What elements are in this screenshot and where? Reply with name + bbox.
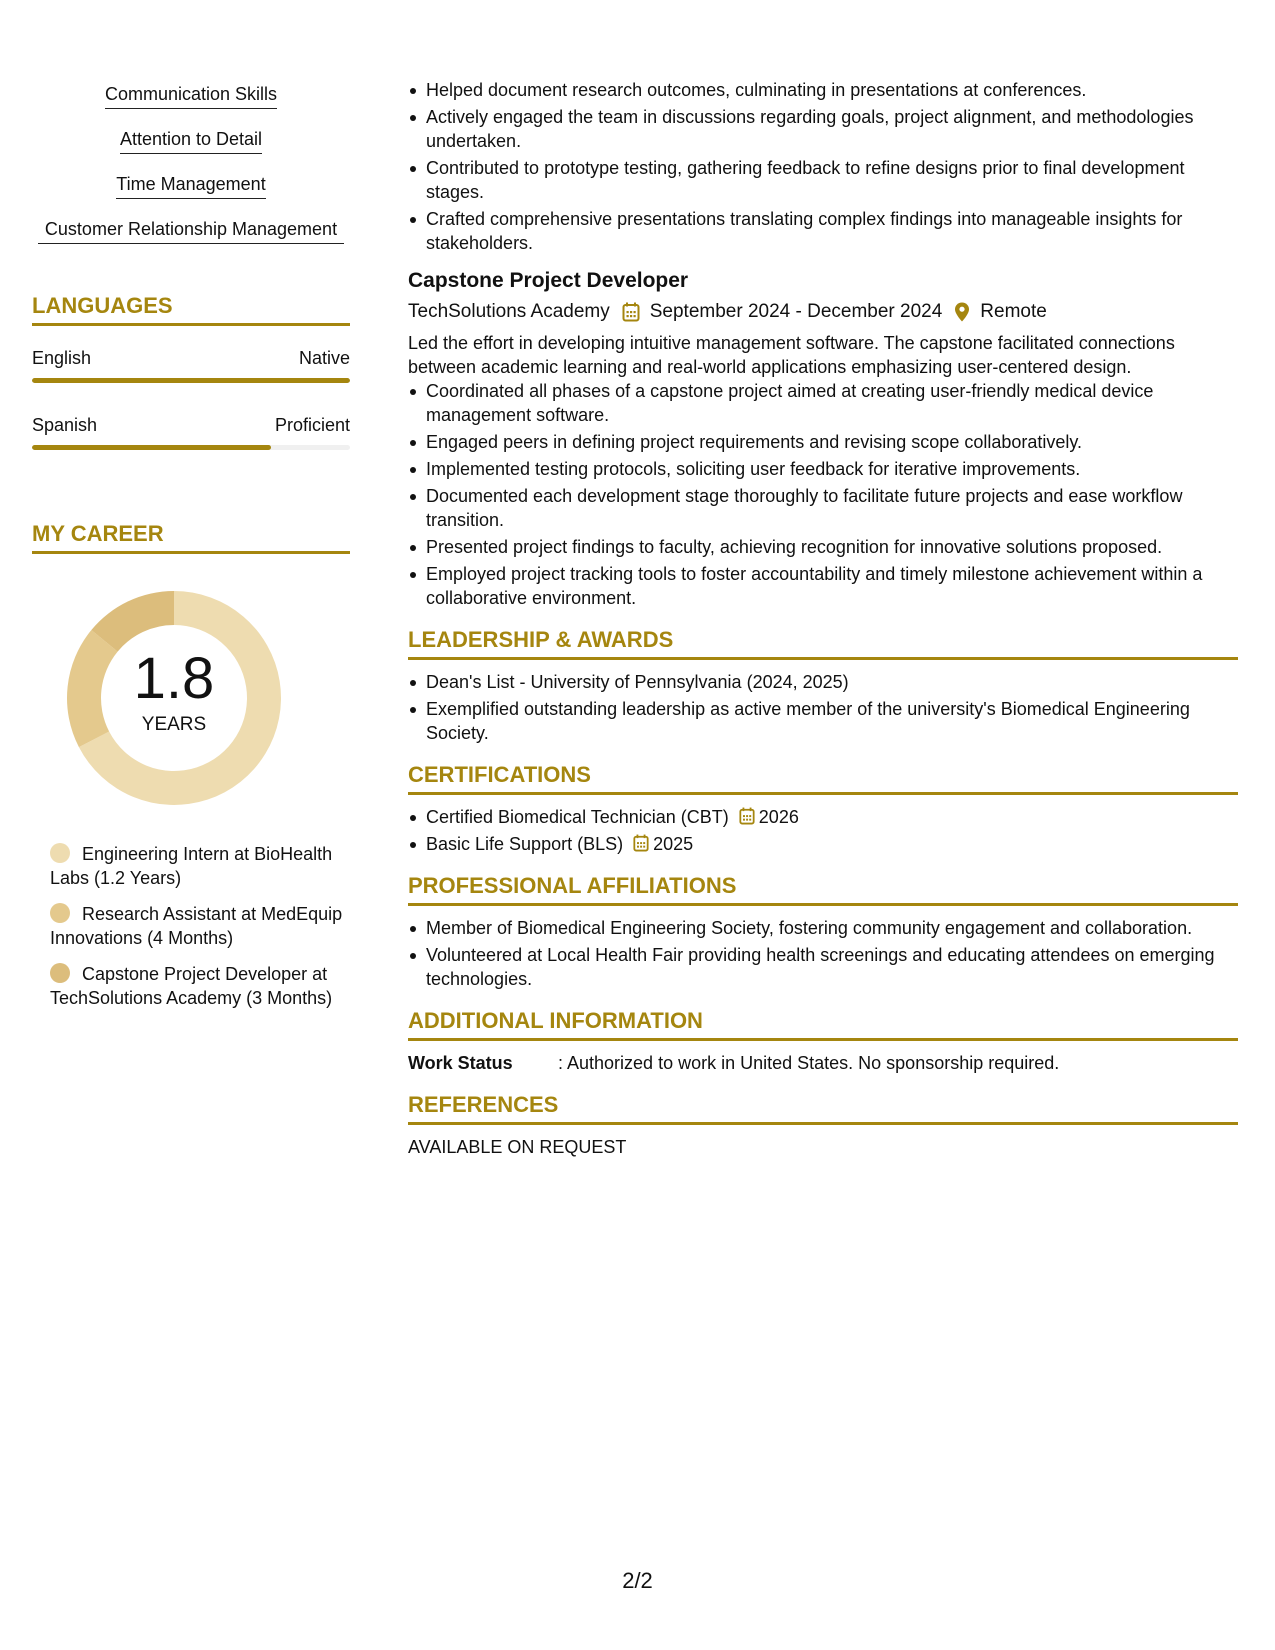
skills-list	[32, 82, 350, 244]
bullet-item: Presented project findings to faculty, achieving recognition for innovative solutions proposed.	[408, 535, 1238, 559]
languages-heading: LANGUAGES	[32, 292, 350, 326]
language-name: English	[32, 348, 92, 368]
job-title: Capstone Project Developer	[408, 269, 689, 292]
affiliations-section	[408, 872, 1238, 991]
language-bar-fill	[32, 378, 350, 383]
career-total: 1.8	[133, 646, 215, 711]
info-label: Work Status	[408, 1053, 513, 1073]
language-bar	[32, 378, 350, 383]
references-section	[408, 1091, 1238, 1159]
legend-dot	[50, 963, 70, 983]
skill-item: Attention to Detail	[32, 127, 350, 154]
leadership-heading: LEADERSHIP & AWARDS	[408, 626, 1238, 660]
bullet-item: Exemplified outstanding leadership as active member of the university's Biomedical Engineering Society.	[408, 697, 1238, 745]
language-bar	[32, 445, 350, 450]
references-text: AVAILABLE ON REQUEST	[408, 1137, 627, 1157]
career-legend	[32, 842, 350, 1010]
certification-item: Basic Life Support (BLS) 2025	[408, 832, 1238, 856]
legend-dot	[50, 903, 70, 923]
legend-item: Engineering Intern at BioHealth Labs (1.2 Years)	[50, 844, 333, 888]
bullet-item: Engaged peers in defining project requirements and revising scope collaboratively.	[408, 430, 1238, 454]
legend-item: Capstone Project Developer at TechSolutions Academy (3 Months)	[50, 964, 333, 1008]
leadership-section	[408, 626, 1238, 745]
job-dates: September 2024 - December 2024	[649, 301, 943, 322]
bullet-item: Helped document research outcomes, culminating in presentations at conferences.	[408, 78, 1238, 102]
bullet-item: Implemented testing protocols, soliciting user feedback for iterative improvements.	[408, 457, 1238, 481]
certification-item: Certified Biomedical Technician (CBT) 2026	[408, 805, 1238, 829]
language-item	[32, 346, 350, 383]
certification-year: 2026	[758, 807, 799, 827]
main-content	[408, 78, 1238, 1159]
calendar-icon	[739, 807, 755, 825]
bullet-item: Volunteered at Local Health Fair providing health screenings and educating attendees on emerging technologies.	[408, 943, 1238, 991]
info-value: : Authorized to work in United States. No sponsorship required.	[558, 1053, 1060, 1073]
bullet-item: Member of Biomedical Engineering Society, fostering community engagement and collaboration.	[408, 916, 1238, 940]
certifications-section	[408, 761, 1238, 856]
language-name: Spanish	[32, 415, 98, 435]
language-item	[32, 413, 350, 450]
info-row	[408, 1051, 1238, 1075]
legend-dot	[50, 843, 70, 863]
page-number: 2/2	[622, 1568, 653, 1593]
calendar-icon	[622, 302, 640, 322]
additional-info-section	[408, 1007, 1238, 1075]
language-level: Proficient	[274, 415, 350, 435]
career-section	[32, 520, 350, 1010]
sidebar	[32, 82, 350, 1022]
job-bullets	[408, 379, 1238, 610]
legend-item: Research Assistant at MedEquip Innovations (4 Months)	[50, 904, 343, 948]
skill-item: Time Management	[32, 172, 350, 199]
references-heading: REFERENCES	[408, 1091, 1238, 1125]
language-bar-fill	[32, 445, 271, 450]
bullet-item: Contributed to prototype testing, gathering feedback to refine designs prior to final development stages.	[408, 156, 1238, 204]
bullet-item: Crafted comprehensive presentations translating complex findings into manageable insights for stakeholders.	[408, 207, 1238, 255]
certifications-heading: CERTIFICATIONS	[408, 761, 1238, 795]
bullet-item: Coordinated all phases of a capstone project aimed at creating user-friendly medical device management software.	[408, 379, 1238, 427]
skill-item: Customer Relationship Management	[38, 217, 344, 244]
previous-job-bullets	[408, 78, 1238, 255]
job-entry	[408, 267, 1238, 610]
career-heading: MY CAREER	[32, 520, 350, 554]
job-company: TechSolutions Academy	[408, 301, 610, 322]
languages-section	[32, 292, 350, 450]
bullet-item: Documented each development stage thoroughly to facilitate future projects and ease workflow transition.	[408, 484, 1238, 532]
additional-info-heading: ADDITIONAL INFORMATION	[408, 1007, 1238, 1041]
career-unit: YEARS	[141, 714, 207, 735]
bullet-item: Employed project tracking tools to foster accountability and timely milestone achievement within a collaborative environment.	[408, 562, 1238, 610]
job-meta	[408, 299, 1238, 325]
career-donut-chart	[32, 578, 350, 818]
calendar-icon	[633, 834, 649, 852]
certification-year: 2025	[653, 834, 694, 854]
job-description: Led the effort in developing intuitive management software. The capstone facilitated connections between academic learning and real-world applications emphasizing user-centered design.	[408, 333, 1175, 377]
affiliations-heading: PROFESSIONAL AFFILIATIONS	[408, 872, 1238, 906]
language-level: Native	[298, 348, 350, 368]
bullet-item: Dean's List - University of Pennsylvania (2024, 2025)	[408, 670, 1238, 694]
bullet-item: Actively engaged the team in discussions regarding goals, project alignment, and methodologies undertaken.	[408, 105, 1238, 153]
location-pin-icon	[954, 302, 970, 322]
job-location: Remote	[980, 301, 1047, 322]
skill-item: Communication Skills	[32, 82, 350, 109]
